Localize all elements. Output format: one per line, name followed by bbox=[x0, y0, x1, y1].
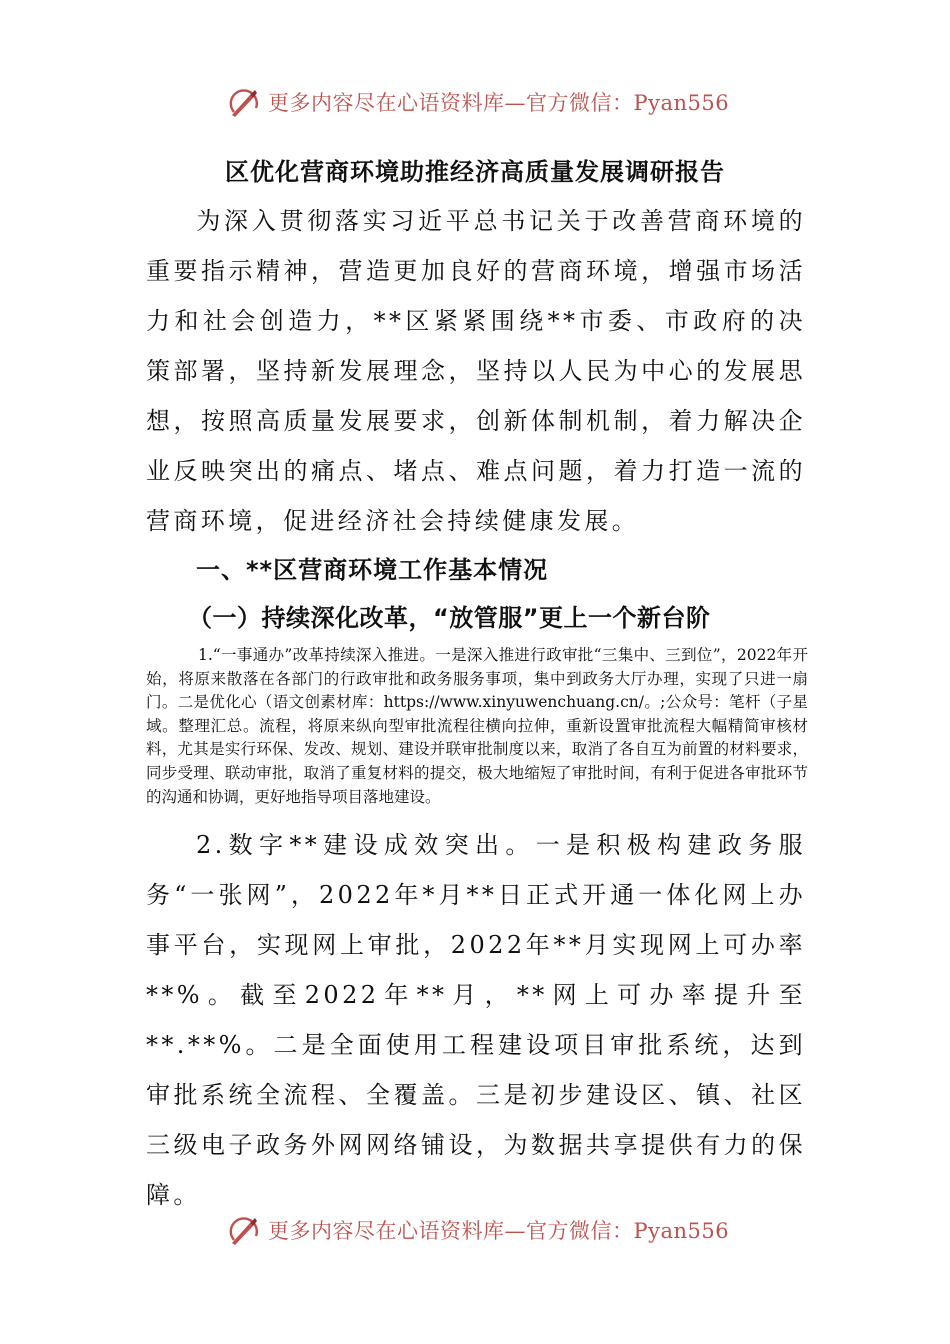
item-1-text: 1.“一事通办”改革持续深入推进。一是深入推进行政审批“三集中、三到位”，2022年开始，将原来散落在各部门的行政审批和政务服务事项，集中到政务大厅办理，实现了只进一扇门。二是优化心（语文创素材库：https://www.xinyuwenchuang.cn/。;公众号：笔杆（子星域。整理汇总。流程，将原来纵向型审批流程往横向拉伸，重新设置审批流程大幅精简审核材料，尤其是实行环保、发改、规划、建设并联审批制度以来，取消了各自互为前置的材料要求，同步受理、联动审批，取消了重复材料的提交，极大地缩短了审批时间，有利于促进各审批环节的沟通和协调，更好地指导项目落地建设。 bbox=[146, 646, 808, 806]
section-heading: 一、**区营商环境工作基本情况 bbox=[196, 556, 549, 584]
footer-banner bbox=[226, 1210, 729, 1250]
item-2-text: 2.数字**建设成效突出。一是积极构建政务服务“一张网”，2022年*月**日正式开通一体化网上办事平台，实现网上审批，2022年**月实现网上可办率**%。截至2022年**月，**网上可办率提升至**.**%。二是全面使用工程建设项目审批系统，达到审批系统全流程、全覆盖。三是初步建设区、镇、社区三级电子政务外网网络铺设，为数据共享提供有力的保障。 bbox=[146, 831, 806, 1209]
subsection-heading: （一）持续深化改革，“放管服”更上一个新台阶 bbox=[188, 604, 711, 632]
header-banner bbox=[226, 82, 729, 122]
banner-text: 更多内容尽在心语资料库—官方微信：Pyan556 bbox=[268, 91, 730, 115]
banner-text: 更多内容尽在心语资料库—官方微信：Pyan556 bbox=[268, 1219, 730, 1243]
pen-circle-logo-icon bbox=[226, 84, 262, 120]
item-2-paragraph bbox=[146, 820, 806, 1220]
item-1-paragraph bbox=[146, 644, 808, 809]
intro-text: 为深入贯彻落实习近平总书记关于改善营商环境的重要指示精神，营造更加良好的营商环境，增强市场活力和社会创造力，**区紧紧围绕**市委、市政府的决策部署，坚持新发展理念，坚持以人民为中心的发展思想，按照高质量发展要求，创新体制机制，着力解决企业反映突出的痛点、堵点、难点问题，着力打造一流的营商环境，促进经济社会持续健康发展。 bbox=[146, 207, 806, 535]
document-title: 区优化营商环境助推经济高质量发展调研报告 bbox=[225, 158, 725, 186]
pen-circle-logo-icon bbox=[226, 1212, 262, 1248]
intro-paragraph bbox=[146, 196, 806, 546]
